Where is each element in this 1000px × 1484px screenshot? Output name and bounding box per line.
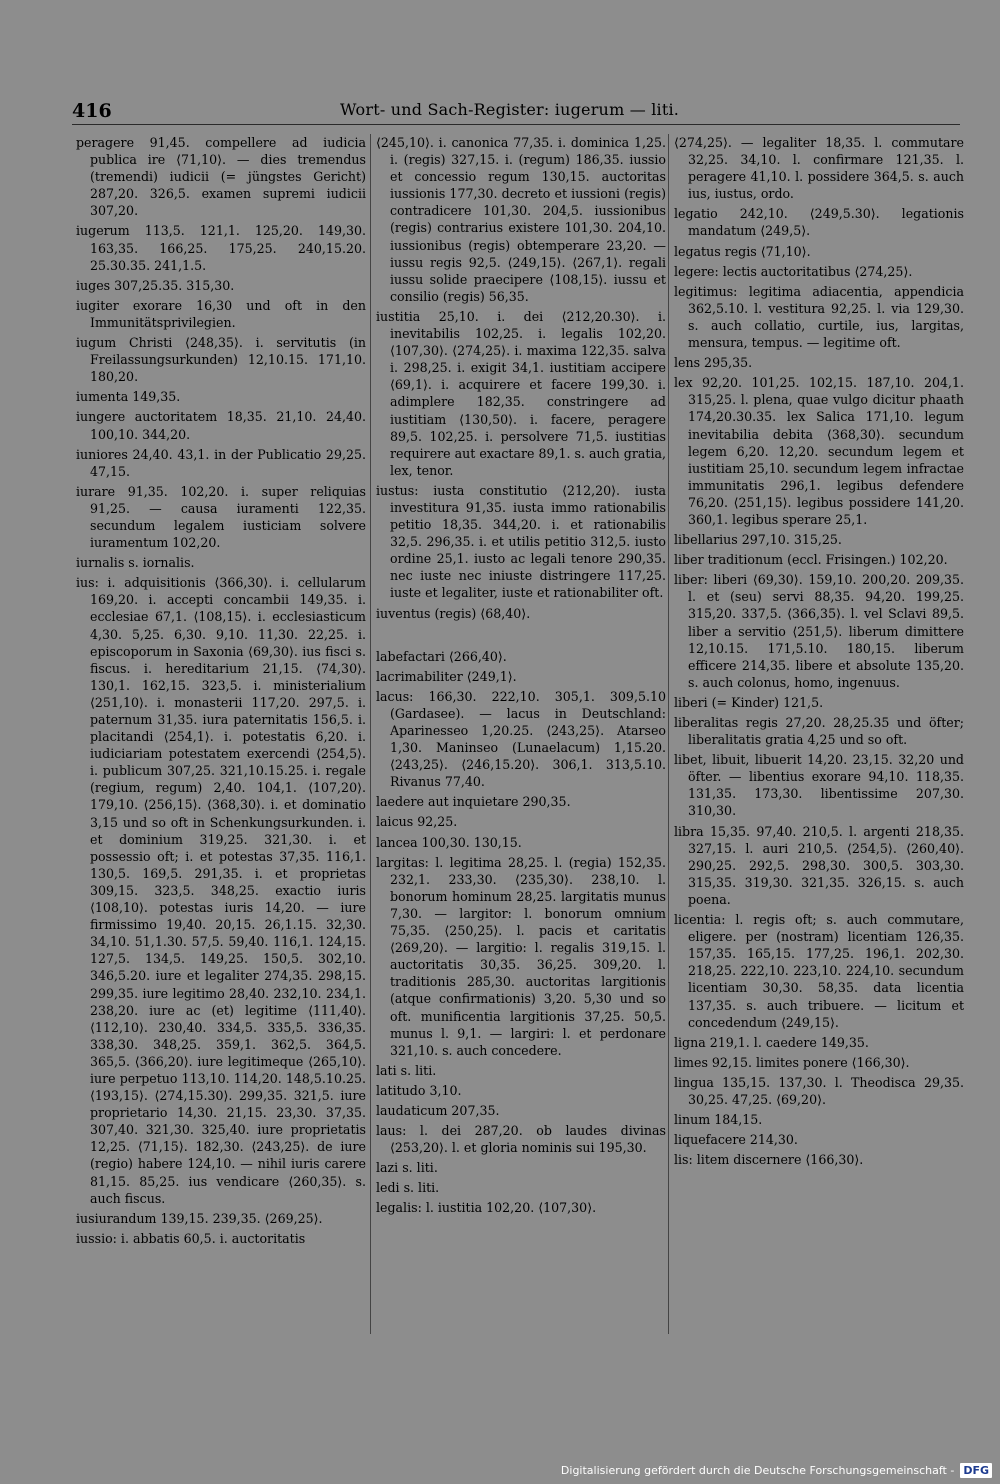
register-entry: ledi s. liti. — [376, 1180, 440, 1196]
register-entry: iugum Christi ⟨248,35⟩. i. servitutis (in Freilassungsurkunden) 12,10.15. 171,10. 180,20. — [76, 335, 366, 385]
register-entry: legalis: l. iustitia 102,20. ⟨107,30⟩. — [376, 1200, 597, 1216]
register-column-3 — [674, 134, 964, 1171]
register-entry: iuges 307,25.35. 315,30. — [76, 277, 235, 293]
register-entry: libra 15,35. 97,40. 210,5. l. argenti 218,35. 327,15. l. auri 210,5. ⟨254,5⟩. ⟨260,40⟩. 290,25. 292,5. 298,30. 300,5. 303,30. 315,35. 319,30. 321,35. 326,15. s. auch poena. — [674, 823, 964, 907]
register-entry: liberi (= Kinder) 121,5. — [674, 694, 824, 710]
column-divider — [668, 134, 669, 1334]
register-entry: laudaticum 207,35. — [376, 1102, 500, 1118]
register-entry: lancea 100,30. 130,15. — [376, 834, 522, 850]
register-entry: libet, libuit, libuerit 14,20. 23,15. 32,20 und öfter. — libentius exorare 94,10. 118,35. 131,35. 173,30. libentissime 207,30. 310,30. — [674, 752, 964, 819]
register-entry: liber traditionum (eccl. Frisingen.) 102,20. — [674, 552, 948, 568]
register-entry: iumenta 149,35. — [76, 389, 181, 405]
register-entry: iuventus (regis) ⟨68,40⟩. — [376, 605, 531, 621]
register-entry: licentia: l. regis oft; s. auch commutare, eligere. per (nostram) licentiam 126,35. 157,35. 165,15. 177,25. 196,1. 202,30. 218,25. 222,10. 223,10. 224,10. secundum licentiam 30,30. 58,35. data licentia 137,35. s. auch tribuere. — licitum et concedendum ⟨249,15⟩. — [674, 912, 964, 1030]
register-entry: latitudo 3,10. — [376, 1082, 462, 1098]
running-head: Wort- und Sach-Register: iugerum — liti. — [340, 100, 680, 119]
register-entry: iusiurandum 139,15. 239,35. ⟨269,25⟩. — [76, 1210, 323, 1226]
register-entry: lazi s. liti. — [376, 1160, 438, 1176]
register-entry: largitas: l. legitima 28,25. l. (regia) 152,35. 232,1. 233,30. ⟨235,30⟩. 238,10. l. bonorum hominum 28,25. largitatis munus 7,30. — largitor: l. bonorum omnium 75,35. ⟨250,25⟩. l. pacis et caritatis ⟨269,20⟩. — largitio: l. regalis 319,15. l. auctoritatis 30,35. 36,25. 309,20. l. traditionis 285,30. auctoritas largitionis (atque confirmationis) 3,20. 5,30 und so oft. munificentia largitionis 37,25. 50,5. munus l. 9,1. — largiri: l. et perdonare 321,10. s. auch concedere. — [376, 854, 666, 1058]
register-entry: ⟨245,10⟩. i. canonica 77,35. i. dominica 1,25. i. (regis) 327,15. i. (regum) 186,35. iussio et concessio regum 130,15. auctoritas iussionis 177,30. decreto et iussioni (regis) contradicere 101,30. 204,5. iussionibus (regis) contrarius existere 101,30. 204,10. iussionibus (regis) obtemperare 23,20. — iussu regis 92,5. ⟨249,15⟩. ⟨267,1⟩. regali iussu solide praecipere ⟨108,15⟩. iussu et consilio (regis) 56,35. — [376, 135, 666, 304]
register-entry: lens 295,35. — [674, 355, 753, 371]
dfg-logo-icon: DFG — [960, 1463, 992, 1478]
register-entry: lati s. liti. — [376, 1062, 437, 1078]
register-entry: limes 92,15. limites ponere ⟨166,30⟩. — [674, 1054, 910, 1070]
funding-credit: Digitalisierung gefördert durch die Deutsche Forschungsgemeinschaft - — [560, 1464, 955, 1477]
register-entry: iugerum 113,5. 121,1. 125,20. 149,30. 163,35. 166,25. 175,25. 240,15.20. 25.30.35. 241,1.5. — [76, 223, 366, 273]
register-entry: iugiter exorare 16,30 und oft in den Immunitätsprivilegien. — [76, 297, 366, 330]
register-entry: laedere aut inquietare 290,35. — [376, 794, 571, 810]
register-entry: lis: litem discernere ⟨166,30⟩. — [674, 1152, 864, 1168]
register-entry: iuniores 24,40. 43,1. in der Publicatio 29,25. 47,15. — [76, 446, 366, 479]
register-entry: libellarius 297,10. 315,25. — [674, 532, 842, 548]
page-number: 416 — [72, 100, 112, 122]
register-entry: linum 184,15. — [674, 1112, 763, 1128]
register-entry: legere: lectis auctoritatibus ⟨274,25⟩. — [674, 263, 913, 279]
register-entry: liberalitas regis 27,20. 28,25.35 und öfter; liberalitatis gratia 4,25 und so oft. — [674, 715, 964, 748]
register-column-1 — [76, 134, 366, 1250]
column-divider — [370, 134, 371, 1334]
register-entry: liquefacere 214,30. — [674, 1132, 798, 1148]
register-entry: lingua 135,15. 137,30. l. Theodisca 29,35. 30,25. 47,25. ⟨69,20⟩. — [674, 1074, 964, 1107]
register-entry: lacrimabiliter ⟨249,1⟩. — [376, 668, 517, 684]
register-entry: ligna 219,1. l. caedere 149,35. — [674, 1034, 869, 1050]
register-entry: iurare 91,35. 102,20. i. super reliquias 91,25. — causa iuramenti 122,35. secundum legalem iusticiam solvere iuramentum 102,20. — [76, 483, 366, 551]
register-entry: iussio: i. abbatis 60,5. i. auctoritatis — [76, 1230, 306, 1246]
register-column-2 — [376, 134, 666, 1220]
register-entry: liber: liberi ⟨69,30⟩. 159,10. 200,20. 209,35. l. et (seu) servi 88,35. 94,20. 199,25. 315,20. 337,5. ⟨366,35⟩. l. vel Sclavi 89,5. liber a servitio ⟨251,5⟩. liberum dimittere 12,10.15. 171,5.10. 180,15. liberum efficere 214,35. libere et absolute 135,20. s. auch colonus, homo, ingenuus. — [674, 572, 964, 690]
register-entry: legitimus: legitima adiacentia, appendicia 362,5.10. l. vestitura 92,25. l. via 129,30. s. auch collatio, curtile, ius, largitas, mensura, tempus. — legitime oft. — [674, 283, 964, 351]
register-entry: iustitia 25,10. i. dei ⟨212,20.30⟩. i. inevitabilis 102,25. i. legalis 102,20. ⟨107,30⟩. ⟨274,25⟩. i. maxima 122,35. salva i. 298,25. i. exigit 34,1. iustitiam accipere ⟨69,1⟩. i. acquirere et facere 199,30. i. adimplere 182,35. constringere ad iustitiam ⟨130,50⟩. i. facere, peragere 89,5. 102,25. i. persolvere 71,5. iustitias requirere aut exactare 89,1. s. auch gratia, lex, tenor. — [376, 308, 666, 478]
register-entry: peragere 91,45. compellere ad iudicia publica ire ⟨71,10⟩. — dies tremendus (tremendi) iudicii (= jüngstes Gericht) 287,20. 326,5. examen supremi iudicii 307,20. — [76, 135, 366, 219]
register-entry: lex 92,20. 101,25. 102,15. 187,10. 204,1. 315,25. l. plena, quae vulgo dicitur phaath 174,20.30.35. lex Salica 171,10. legum inevitabilia debita ⟨368,30⟩. secundum legem 6,20. 12,20. secundum legem et iustitiam 25,10. secundum legem infractae immunitatis 296,1. legibus defendere 76,20. ⟨251,15⟩. legibus possidere 141,20. 360,1. legibus sperare 25,1. — [674, 375, 964, 527]
header-rule — [72, 124, 960, 125]
register-entry: iustus: iusta constitutio ⟨212,20⟩. iusta investitura 91,35. iusta immo rationabilis petitio 18,35. 344,20. i. et rationabilis 32,5. 296,35. i. et utilis petitio 312,5. iusto ordine 25,1. iusto ac legali tenore 290,35. nec iuste nec iniuste distringere 117,25. iuste et legaliter, iuste et rationabiliter oft. — [376, 482, 666, 601]
register-entry: ius: i. adquisitionis ⟨366,30⟩. i. cellularum 169,20. i. accepti concambii 149,35. i. ecclesiae 67,1. ⟨108,15⟩. i. ecclesiasticum 4,30. 5,25. 6,30. 9,10. 11,30. 22,25. i. episcoporum in Saxonia ⟨69,30⟩. ius fisci s. fiscus. i. hereditarium 21,15. ⟨74,30⟩. 130,1. 162,15. 323,5. i. ministerialium ⟨251,10⟩. i. monasterii 117,20. 297,5. i. paternum 31,35. iura paternitatis 156,5. i. placitandi ⟨254,1⟩. i. potestatis 6,20. i. iudiciariam potestatem exercendi ⟨254,5⟩. i. publicum 307,25. 321,10.15.25. i. regale (regium, regum) 2,40. 104,1. ⟨107,20⟩. 179,10. ⟨256,15⟩. ⟨368,30⟩. i. et dominatio 3,15 und so oft in Schenkungsurkunden. i. et dominium 319,25. 321,30. i. et possessio oft; i. et potestas 37,35. 116,1. 130,5. 169,5. 291,35. i. et proprietas 309,15. 323,5. 348,25. exactio iuris ⟨108,10⟩. potestas iuris 14,20. — iure firmissimo 19,40. 20,15. 26,1.15. 32,30. 34,10. 51,1.30. 57,5. 59,40. 116,1. 124,15. 127,5. 134,5. 149,25. 150,5. 302,10. 346,5.20. iure et legaliter 274,35. 298,15. 299,35. iure legitimo 28,40. 232,10. 234,1. 238,20. iure ac (et) legitime ⟨111,40⟩. ⟨112,10⟩. 230,40. 334,5. 335,5. 336,35. 338,30. 348,25. 359,1. 362,5. 364,5. 365,5. ⟨366,20⟩. iure legitimeque ⟨265,10⟩. iure perpetuo 113,10. 114,20. 148,5.10.25. ⟨193,15⟩. ⟨274,15.30⟩. 299,35. 321,5. iure proprietario 14,30. 21,15. 23,30. 37,35. 307,40. 321,30. 325,40. iure proprietatis 12,25. ⟨71,15⟩. 182,30. ⟨243,25⟩. de iure (regio) habere 124,10. — nihil iuris carere 81,15. 85,25. ius vendicare ⟨260,35⟩. s. auch fiscus. — [76, 575, 366, 1206]
register-entry: laus: l. dei 287,20. ob laudes divinas ⟨253,20⟩. l. et gloria nominis sui 195,30. — [376, 1123, 666, 1156]
register-entry: iungere auctoritatem 18,35. 21,10. 24,40. 100,10. 344,20. — [76, 409, 366, 442]
register-entry: legatio 242,10. ⟨249,5.30⟩. legationis mandatum ⟨249,5⟩. — [674, 206, 964, 239]
register-entry: lacus: 166,30. 222,10. 305,1. 309,5.10 (Gardasee). — lacus in Deutschland: Aparinesseo 1,20.25. ⟨243,25⟩. Atarseo 1,30. Maninseo (Lunaelacum) 1,15.20. ⟨243,25⟩. ⟨246,15.20⟩. 306,1. 313,5.10. Rivanus 77,40. — [376, 688, 666, 790]
register-entry: legatus regis ⟨71,10⟩. — [674, 243, 811, 259]
register-entry: ⟨274,25⟩. — legaliter 18,35. l. commutare 32,25. 34,10. l. confirmare 121,35. l. peragere 41,10. l. possidere 364,5. s. auch ius, iustus, ordo. — [674, 135, 964, 202]
digitization-footer — [561, 1463, 992, 1478]
register-entry: laicus 92,25. — [376, 814, 458, 830]
register-entry: labefactari ⟨266,40⟩. — [376, 648, 507, 664]
register-entry: iurnalis s. iornalis. — [76, 555, 195, 571]
